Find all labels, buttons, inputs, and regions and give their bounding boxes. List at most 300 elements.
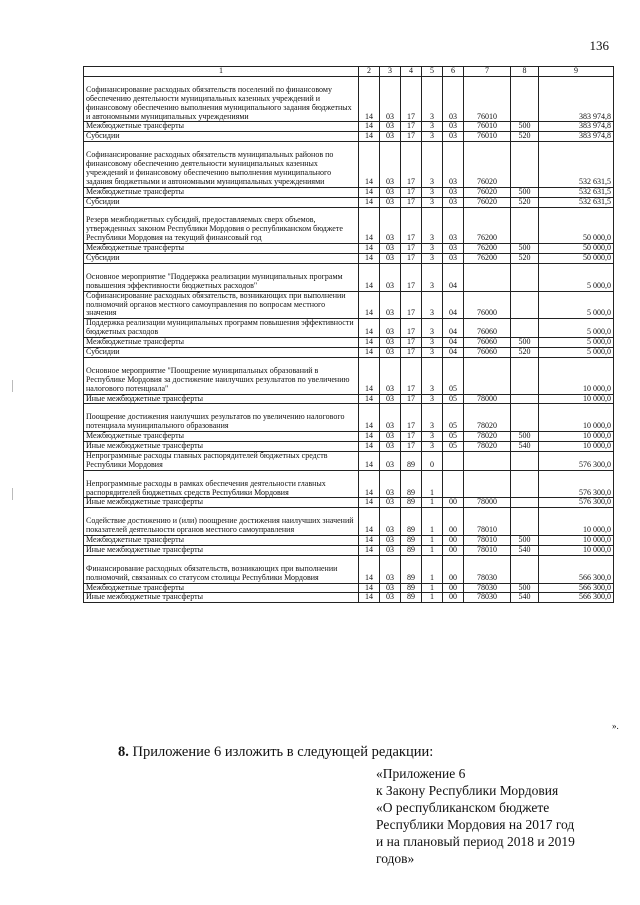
row-code-cell: 04	[443, 263, 464, 291]
row-code-cell: 17	[401, 291, 422, 319]
column-header: 5	[422, 67, 443, 77]
row-code-cell: 17	[401, 263, 422, 291]
row-code-cell: 03	[380, 244, 401, 254]
row-code-cell: 3	[422, 432, 443, 442]
row-code-cell: 76000	[464, 291, 511, 319]
row-name-cell: Софинансирование расходных обязательств поселений по финансовому обеспечению деятельности муниципальных казенных учреждений и финансовому обеспечению выполнения муниципального задания бюджетных и автономными муниципальных учреждениями	[84, 76, 359, 122]
row-code-cell: 10 000,0	[539, 432, 614, 442]
appendix-heading	[376, 765, 575, 867]
row-code-cell: 76060	[464, 319, 511, 338]
row-code-cell: 14	[359, 357, 380, 394]
row-code-cell: 520	[511, 254, 539, 264]
row-code-cell: 05	[443, 404, 464, 432]
row-code-cell: 03	[380, 76, 401, 122]
row-code-cell	[511, 319, 539, 338]
row-name-cell: Поощрение достижения наилучших результатов по увеличению налогового потенциала муниципального образования	[84, 404, 359, 432]
row-code-cell: 00	[443, 583, 464, 593]
row-code-cell: 78010	[464, 508, 511, 536]
row-code-cell: 03	[443, 207, 464, 244]
row-code-cell: 14	[359, 197, 380, 207]
row-code-cell: 500	[511, 338, 539, 348]
table-row	[84, 583, 614, 593]
row-code-cell: 03	[380, 470, 401, 498]
column-header: 3	[380, 67, 401, 77]
table-row	[84, 254, 614, 264]
row-code-cell: 500	[511, 536, 539, 546]
row-code-cell: 3	[422, 122, 443, 132]
row-code-cell	[511, 555, 539, 583]
row-code-cell: 3	[422, 142, 443, 188]
row-code-cell: 76200	[464, 254, 511, 264]
row-code-cell: 5 000,0	[539, 338, 614, 348]
table-row	[84, 394, 614, 404]
row-code-cell: 04	[443, 319, 464, 338]
row-code-cell: 14	[359, 187, 380, 197]
row-code-cell: 17	[401, 207, 422, 244]
row-code-cell: 78020	[464, 442, 511, 452]
table-row	[84, 432, 614, 442]
row-code-cell: 00	[443, 545, 464, 555]
row-code-cell: 50 000,0	[539, 244, 614, 254]
row-code-cell: 17	[401, 244, 422, 254]
row-code-cell: 03	[380, 508, 401, 536]
row-code-cell: 89	[401, 555, 422, 583]
row-code-cell: 78020	[464, 404, 511, 432]
table-row	[84, 404, 614, 432]
row-code-cell: 89	[401, 536, 422, 546]
row-code-cell: 04	[443, 291, 464, 319]
table-row	[84, 593, 614, 603]
row-code-cell: 500	[511, 187, 539, 197]
row-code-cell: 3	[422, 442, 443, 452]
row-code-cell: 78000	[464, 394, 511, 404]
row-code-cell: 10 000,0	[539, 394, 614, 404]
appendix-line: «Приложение 6	[376, 766, 466, 781]
row-code-cell: 03	[380, 122, 401, 132]
row-name-cell: Поддержка реализации муниципальных программ повышения эффективности бюджетных расходов	[84, 319, 359, 338]
row-code-cell: 03	[380, 338, 401, 348]
row-code-cell: 3	[422, 263, 443, 291]
row-code-cell: 520	[511, 348, 539, 358]
row-code-cell: 1	[422, 508, 443, 536]
row-code-cell: 540	[511, 442, 539, 452]
row-code-cell: 17	[401, 76, 422, 122]
row-name-cell: Субсидии	[84, 132, 359, 142]
row-code-cell: 532 631,5	[539, 187, 614, 197]
row-code-cell: 76200	[464, 244, 511, 254]
row-code-cell: 76200	[464, 207, 511, 244]
row-code-cell: 383 974,8	[539, 132, 614, 142]
row-code-cell: 03	[443, 187, 464, 197]
row-code-cell: 03	[380, 291, 401, 319]
table-row	[84, 319, 614, 338]
row-code-cell: 14	[359, 394, 380, 404]
row-code-cell: 00	[443, 593, 464, 603]
row-code-cell: 03	[443, 254, 464, 264]
row-code-cell: 14	[359, 442, 380, 452]
row-code-cell	[511, 404, 539, 432]
row-code-cell: 03	[380, 394, 401, 404]
row-name-cell: Резерв межбюджетных субсидий, предоставляемых сверх объемов, утвержденных законом Республики Мордовия о республиканском бюджете Республики Мордовия на текущий финансовый год	[84, 207, 359, 244]
row-name-cell: Непрограммные расходы главных распорядителей бюджетных средств Республики Мордовия	[84, 451, 359, 470]
item-text: Приложение 6 изложить в следующей редакции:	[132, 744, 434, 760]
row-code-cell: 78000	[464, 498, 511, 508]
appendix-line: и на плановый период 2018 и 2019	[376, 834, 575, 849]
row-code-cell: 14	[359, 207, 380, 244]
row-code-cell: 520	[511, 132, 539, 142]
column-header: 9	[539, 67, 614, 77]
closing-quote-mark: ».	[612, 721, 619, 731]
row-code-cell: 03	[380, 442, 401, 452]
row-name-cell: Субсидии	[84, 254, 359, 264]
row-code-cell: 03	[380, 451, 401, 470]
row-code-cell: 576 300,0	[539, 470, 614, 498]
row-code-cell	[464, 263, 511, 291]
row-name-cell: Межбюджетные трансферты	[84, 187, 359, 197]
row-code-cell: 14	[359, 244, 380, 254]
row-code-cell: 3	[422, 338, 443, 348]
row-name-cell: Межбюджетные трансферты	[84, 432, 359, 442]
row-code-cell: 5 000,0	[539, 319, 614, 338]
row-code-cell: 5 000,0	[539, 291, 614, 319]
row-code-cell: 03	[443, 132, 464, 142]
row-code-cell: 14	[359, 142, 380, 188]
row-code-cell: 17	[401, 122, 422, 132]
row-code-cell: 17	[401, 338, 422, 348]
row-code-cell: 14	[359, 254, 380, 264]
row-code-cell: 03	[380, 142, 401, 188]
row-code-cell: 78010	[464, 536, 511, 546]
row-code-cell: 14	[359, 508, 380, 536]
row-code-cell: 17	[401, 197, 422, 207]
row-code-cell: 03	[380, 357, 401, 394]
row-name-cell: Финансирование расходных обязательств, возникающих при выполнении полномочий, связанных со статусом столицы Республики Мордовия	[84, 555, 359, 583]
row-code-cell: 10 000,0	[539, 536, 614, 546]
column-header: 7	[464, 67, 511, 77]
row-code-cell: 14	[359, 338, 380, 348]
row-code-cell: 14	[359, 348, 380, 358]
row-code-cell: 89	[401, 451, 422, 470]
row-code-cell: 17	[401, 142, 422, 188]
table-row	[84, 338, 614, 348]
row-code-cell: 76060	[464, 338, 511, 348]
row-code-cell: 14	[359, 555, 380, 583]
row-code-cell: 76010	[464, 132, 511, 142]
row-name-cell: Межбюджетные трансферты	[84, 122, 359, 132]
column-header: 1	[84, 67, 359, 77]
row-code-cell: 05	[443, 442, 464, 452]
appendix-line: «О республиканском бюджете	[376, 800, 550, 815]
row-code-cell: 17	[401, 404, 422, 432]
row-code-cell: 3	[422, 404, 443, 432]
row-name-cell: Межбюджетные трансферты	[84, 536, 359, 546]
row-code-cell: 14	[359, 432, 380, 442]
column-header: 6	[443, 67, 464, 77]
row-code-cell: 03	[380, 348, 401, 358]
row-code-cell: 05	[443, 394, 464, 404]
table-row	[84, 357, 614, 394]
row-code-cell: 14	[359, 593, 380, 603]
row-code-cell: 03	[380, 593, 401, 603]
row-code-cell: 03	[380, 319, 401, 338]
table-row	[84, 498, 614, 508]
row-name-cell: Содействие достижению и (или) поощрение достижения наилучших значений показателей деятельности органов местного самоуправления	[84, 508, 359, 536]
column-header: 4	[401, 67, 422, 77]
table-row	[84, 132, 614, 142]
row-code-cell: 17	[401, 187, 422, 197]
table-row	[84, 187, 614, 197]
row-name-cell: Иные межбюджетные трансферты	[84, 442, 359, 452]
row-code-cell: 540	[511, 545, 539, 555]
row-code-cell: 17	[401, 394, 422, 404]
row-code-cell: 78030	[464, 555, 511, 583]
row-code-cell: 03	[443, 244, 464, 254]
row-code-cell	[511, 394, 539, 404]
row-code-cell: 532 631,5	[539, 197, 614, 207]
row-code-cell: 78030	[464, 583, 511, 593]
row-code-cell: 17	[401, 254, 422, 264]
appendix-line: годов»	[376, 851, 415, 866]
row-name-cell: Непрограммные расходы в рамках обеспечения деятельности главных распорядителей бюджетных средств Республики Мордовия	[84, 470, 359, 498]
row-code-cell: 3	[422, 319, 443, 338]
row-code-cell: 14	[359, 132, 380, 142]
row-code-cell: 1	[422, 536, 443, 546]
row-code-cell: 03	[380, 545, 401, 555]
row-name-cell: Иные межбюджетные трансферты	[84, 545, 359, 555]
row-code-cell	[511, 263, 539, 291]
row-code-cell: 0	[422, 451, 443, 470]
row-code-cell	[443, 451, 464, 470]
row-code-cell: 03	[380, 197, 401, 207]
row-code-cell: 10 000,0	[539, 404, 614, 432]
row-name-cell: Софинансирование расходных обязательств, возникающих при выполнении полномочий органов местного самоуправления по вопросам местного значения	[84, 291, 359, 319]
row-code-cell: 17	[401, 442, 422, 452]
item-number: 8.	[118, 744, 129, 760]
row-code-cell: 14	[359, 291, 380, 319]
row-name-cell: Софинансирование расходных обязательств муниципальных районов по финансовому обеспечению деятельности муниципальных казенных учреждений и финансовому обеспечению выполнения муниципального задания бюджетными и автономными муниципальных учреждениями	[84, 142, 359, 188]
amendment-item	[118, 744, 433, 761]
row-code-cell: 14	[359, 545, 380, 555]
row-code-cell	[511, 451, 539, 470]
table-row	[84, 263, 614, 291]
row-name-cell: Межбюджетные трансферты	[84, 244, 359, 254]
row-code-cell: 10 000,0	[539, 442, 614, 452]
row-code-cell: 500	[511, 122, 539, 132]
row-name-cell: Межбюджетные трансферты	[84, 583, 359, 593]
row-code-cell: 89	[401, 498, 422, 508]
row-code-cell: 78010	[464, 545, 511, 555]
row-code-cell: 03	[443, 122, 464, 132]
row-code-cell: 03	[380, 555, 401, 583]
row-code-cell: 00	[443, 536, 464, 546]
row-code-cell	[511, 498, 539, 508]
row-code-cell: 14	[359, 498, 380, 508]
row-code-cell: 03	[443, 197, 464, 207]
row-code-cell	[511, 470, 539, 498]
table-row	[84, 442, 614, 452]
table-row	[84, 536, 614, 546]
row-code-cell: 14	[359, 76, 380, 122]
row-code-cell: 1	[422, 545, 443, 555]
table-row	[84, 545, 614, 555]
row-code-cell: 05	[443, 432, 464, 442]
row-code-cell: 532 631,5	[539, 142, 614, 188]
row-name-cell: Основное мероприятие "Поощрение муниципальных образований в Республике Мордовия за достижение наилучших результатов по увеличению налогового потенциала"	[84, 357, 359, 394]
row-code-cell: 10 000,0	[539, 545, 614, 555]
row-code-cell	[464, 451, 511, 470]
row-code-cell: 1	[422, 498, 443, 508]
row-code-cell: 10 000,0	[539, 357, 614, 394]
row-code-cell: 03	[380, 254, 401, 264]
row-code-cell	[464, 470, 511, 498]
row-code-cell: 03	[380, 583, 401, 593]
row-code-cell: 3	[422, 187, 443, 197]
row-code-cell: 576 300,0	[539, 498, 614, 508]
row-code-cell: 5 000,0	[539, 348, 614, 358]
row-code-cell: 17	[401, 319, 422, 338]
row-code-cell: 76020	[464, 187, 511, 197]
row-code-cell	[511, 508, 539, 536]
row-code-cell: 1	[422, 470, 443, 498]
row-code-cell	[511, 291, 539, 319]
row-code-cell: 76010	[464, 76, 511, 122]
row-code-cell: 04	[443, 338, 464, 348]
table-row	[84, 470, 614, 498]
scan-edge-mark	[12, 380, 13, 392]
page-number: 136	[589, 38, 609, 53]
row-code-cell: 00	[443, 508, 464, 536]
row-name-cell: Субсидии	[84, 197, 359, 207]
row-code-cell: 17	[401, 432, 422, 442]
row-code-cell	[443, 470, 464, 498]
row-code-cell: 03	[380, 263, 401, 291]
row-code-cell: 520	[511, 197, 539, 207]
row-code-cell: 14	[359, 583, 380, 593]
row-code-cell	[511, 357, 539, 394]
table-row	[84, 348, 614, 358]
row-code-cell: 1	[422, 583, 443, 593]
appendix-line: Республики Мордовия на 2017 год	[376, 817, 575, 832]
table-row	[84, 76, 614, 122]
row-code-cell: 76010	[464, 122, 511, 132]
row-code-cell: 566 300,0	[539, 583, 614, 593]
row-code-cell: 14	[359, 451, 380, 470]
table-row	[84, 555, 614, 583]
table-row	[84, 451, 614, 470]
row-code-cell: 3	[422, 76, 443, 122]
table-header-row	[84, 67, 614, 77]
row-code-cell: 03	[380, 432, 401, 442]
row-name-cell: Субсидии	[84, 348, 359, 358]
row-code-cell: 17	[401, 348, 422, 358]
row-code-cell: 89	[401, 545, 422, 555]
row-code-cell: 3	[422, 291, 443, 319]
row-code-cell: 89	[401, 508, 422, 536]
row-code-cell	[511, 142, 539, 188]
row-code-cell: 03	[380, 207, 401, 244]
row-code-cell: 566 300,0	[539, 593, 614, 603]
row-code-cell: 1	[422, 555, 443, 583]
row-code-cell: 14	[359, 319, 380, 338]
row-code-cell: 03	[380, 536, 401, 546]
row-code-cell: 00	[443, 555, 464, 583]
budget-table	[83, 66, 614, 603]
row-code-cell: 1	[422, 593, 443, 603]
table-row	[84, 142, 614, 188]
row-code-cell: 3	[422, 132, 443, 142]
row-code-cell	[464, 357, 511, 394]
row-code-cell: 10 000,0	[539, 508, 614, 536]
row-code-cell: 05	[443, 357, 464, 394]
row-code-cell: 3	[422, 207, 443, 244]
row-code-cell: 76020	[464, 197, 511, 207]
row-code-cell: 540	[511, 593, 539, 603]
table-row	[84, 207, 614, 244]
row-code-cell: 3	[422, 244, 443, 254]
row-code-cell: 89	[401, 470, 422, 498]
scan-edge-mark	[12, 488, 13, 500]
table-row	[84, 508, 614, 536]
row-code-cell: 89	[401, 583, 422, 593]
row-code-cell: 576 300,0	[539, 451, 614, 470]
row-code-cell: 3	[422, 348, 443, 358]
row-name-cell: Иные межбюджетные трансферты	[84, 394, 359, 404]
row-code-cell: 383 974,8	[539, 76, 614, 122]
row-code-cell: 03	[443, 76, 464, 122]
row-code-cell: 76020	[464, 142, 511, 188]
row-code-cell: 3	[422, 357, 443, 394]
row-code-cell: 89	[401, 593, 422, 603]
row-code-cell: 04	[443, 348, 464, 358]
row-code-cell: 03	[380, 187, 401, 197]
row-code-cell: 14	[359, 263, 380, 291]
row-code-cell: 03	[380, 404, 401, 432]
row-code-cell: 500	[511, 583, 539, 593]
row-code-cell: 17	[401, 357, 422, 394]
row-name-cell: Иные межбюджетные трансферты	[84, 498, 359, 508]
row-code-cell: 566 300,0	[539, 555, 614, 583]
column-header: 2	[359, 67, 380, 77]
column-header: 8	[511, 67, 539, 77]
table-row	[84, 122, 614, 132]
row-code-cell: 14	[359, 536, 380, 546]
row-code-cell: 3	[422, 254, 443, 264]
row-code-cell: 50 000,0	[539, 207, 614, 244]
row-name-cell: Иные межбюджетные трансферты	[84, 593, 359, 603]
row-name-cell: Межбюджетные трансферты	[84, 338, 359, 348]
row-code-cell: 383 974,8	[539, 122, 614, 132]
row-code-cell: 03	[380, 132, 401, 142]
row-code-cell: 3	[422, 197, 443, 207]
row-code-cell: 5 000,0	[539, 263, 614, 291]
row-code-cell	[511, 207, 539, 244]
table-row	[84, 244, 614, 254]
row-code-cell: 14	[359, 404, 380, 432]
table-row	[84, 291, 614, 319]
table-body	[84, 76, 614, 602]
row-code-cell: 78020	[464, 432, 511, 442]
row-code-cell: 03	[443, 142, 464, 188]
row-name-cell: Основное мероприятие "Поддержка реализации муниципальных программ повышения эффективности бюджетных расходов"	[84, 263, 359, 291]
table-row	[84, 197, 614, 207]
row-code-cell: 76060	[464, 348, 511, 358]
row-code-cell: 50 000,0	[539, 254, 614, 264]
row-code-cell: 00	[443, 498, 464, 508]
appendix-line: к Закону Республики Мордовия	[376, 783, 559, 798]
row-code-cell: 78030	[464, 593, 511, 603]
row-code-cell: 17	[401, 132, 422, 142]
row-code-cell: 500	[511, 244, 539, 254]
